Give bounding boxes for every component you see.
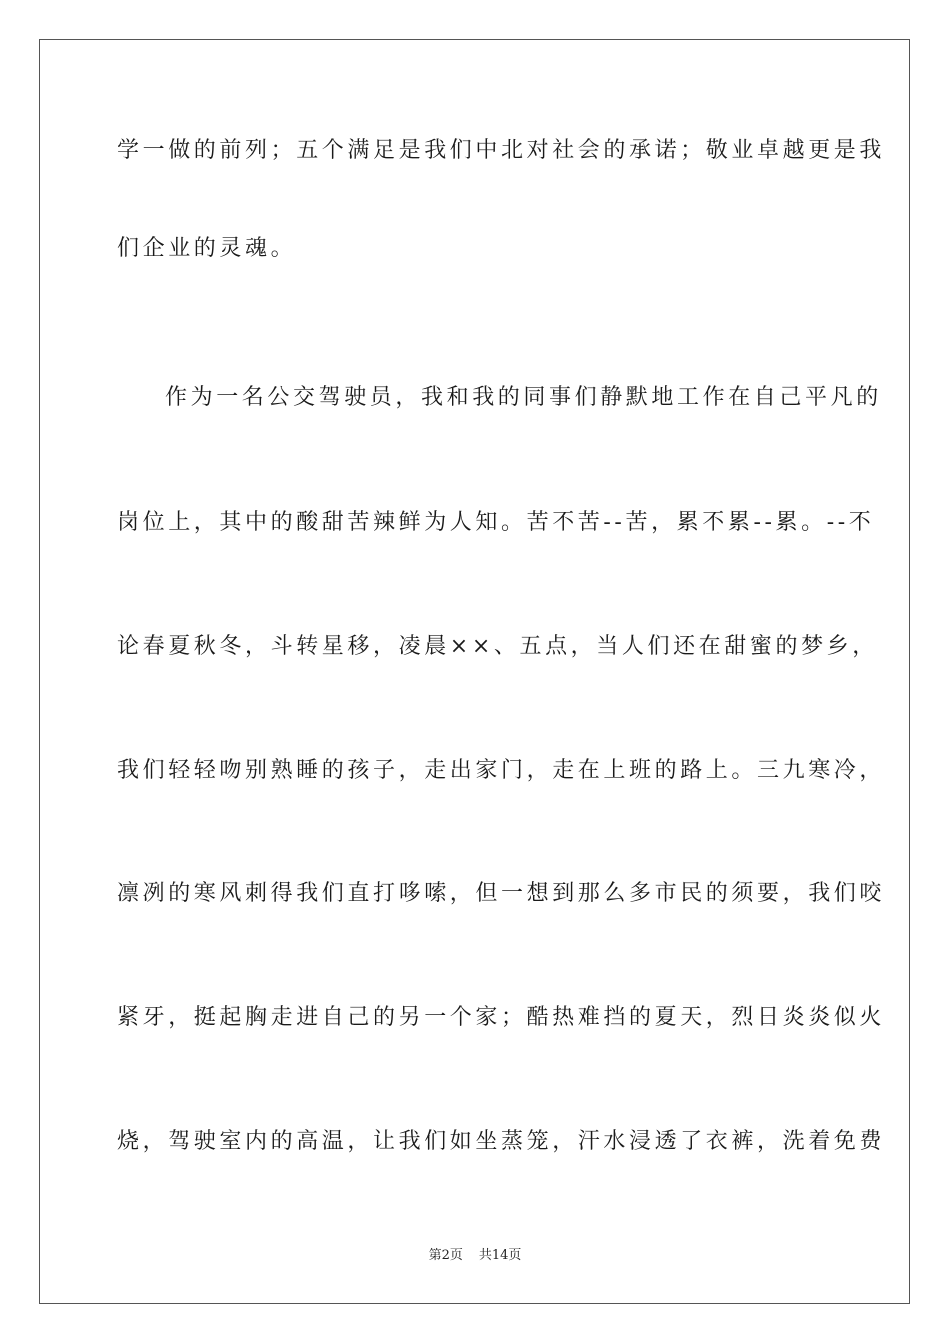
body-line-4: 岗位上，其中的酸甜苦辣鲜为人知。苦不苦--苦，累不累--累。--不 [117,510,875,535]
body-line-1: 学一做的前列；五个满足是我们中北对社会的承诺；敬业卓越更是我 [117,138,886,163]
page-number: 第2页 [428,1248,463,1263]
body-line-3: 作为一名公交驾驶员，我和我的同事们静默地工作在自己平凡的 [165,385,882,410]
body-line-2: 们企业的灵魂。 [117,236,297,261]
page-total: 共14页 [478,1248,522,1263]
body-line-5: 论春夏秋冬，斗转星移，凌晨××、五点，当人们还在甜蜜的梦乡， [117,634,878,659]
body-line-7: 凛冽的寒风刺得我们直打哆嗦，但一想到那么多市民的须要，我们咬 [117,881,886,906]
body-line-9: 烧，驾驶室内的高温，让我们如坐蒸笼，汗水浸透了衣裤，洗着免费 [117,1129,886,1154]
page-frame [39,39,910,1304]
body-line-6: 我们轻轻吻别熟睡的孩子，走出家门，走在上班的路上。三九寒冷， [117,758,886,783]
page-footer [0,1248,950,1264]
body-line-8: 紧牙，挺起胸走进自己的另一个家；酷热难挡的夏天，烈日炎炎似火 [117,1005,886,1030]
